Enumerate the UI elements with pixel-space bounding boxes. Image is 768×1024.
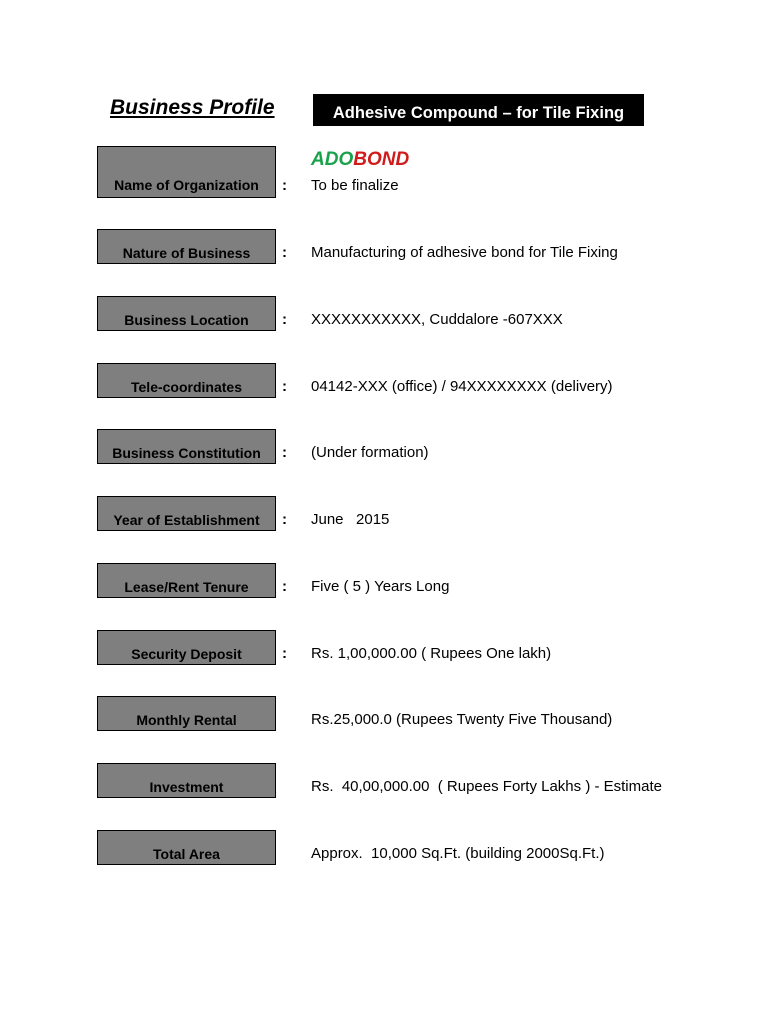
value-monthly-rental: Rs.25,000.0 (Rupees Twenty Five Thousand) bbox=[311, 711, 613, 728]
value-security-deposit: Rs. 1,00,000.00 ( Rupees One lakh) bbox=[311, 645, 552, 662]
value-name-of-organization: To be finalize bbox=[311, 177, 399, 194]
label-business-constitution: Business Constitution bbox=[97, 429, 276, 464]
label-investment: Investment bbox=[97, 763, 276, 798]
page-title: Business Profile bbox=[110, 96, 275, 119]
brand-logo-text bbox=[311, 149, 409, 171]
brand-part-ado: ADO bbox=[311, 149, 354, 170]
colon: : bbox=[282, 244, 287, 261]
colon: : bbox=[282, 645, 287, 662]
value-lease-rent-tenure: Five ( 5 ) Years Long bbox=[311, 578, 450, 595]
colon: : bbox=[282, 311, 287, 328]
brand-part-bond: BOND bbox=[353, 149, 410, 170]
colon: : bbox=[282, 578, 287, 595]
label-name-of-organization: Name of Organization bbox=[97, 146, 276, 198]
label-lease-rent-tenure: Lease/Rent Tenure bbox=[97, 563, 276, 598]
label-year-of-establishment: Year of Establishment bbox=[97, 496, 276, 531]
label-total-area: Total Area bbox=[97, 830, 276, 865]
colon: : bbox=[282, 511, 287, 528]
label-security-deposit: Security Deposit bbox=[97, 630, 276, 665]
value-nature-of-business: Manufacturing of adhesive bond for Tile Fixing bbox=[311, 244, 618, 261]
colon: : bbox=[282, 378, 287, 395]
value-total-area: Approx. 10,000 Sq.Ft. (building 2000Sq.Ft.) bbox=[311, 845, 605, 862]
value-tele-coordinates: 04142-XXX (office) / 94XXXXXXXX (delivery) bbox=[311, 378, 613, 395]
product-banner: Adhesive Compound – for Tile Fixing bbox=[313, 94, 644, 126]
colon: : bbox=[282, 444, 287, 461]
value-year-of-establishment: June 2015 bbox=[311, 511, 390, 528]
label-business-location: Business Location bbox=[97, 296, 276, 331]
colon: : bbox=[282, 177, 287, 194]
value-business-constitution: (Under formation) bbox=[311, 444, 429, 461]
value-investment: Rs. 40,00,000.00 ( Rupees Forty Lakhs ) - Estimate bbox=[311, 778, 662, 795]
label-nature-of-business: Nature of Business bbox=[97, 229, 276, 264]
label-tele-coordinates: Tele-coordinates bbox=[97, 363, 276, 398]
value-business-location: XXXXXXXXXXX, Cuddalore -607XXX bbox=[311, 311, 563, 328]
label-monthly-rental: Monthly Rental bbox=[97, 696, 276, 731]
